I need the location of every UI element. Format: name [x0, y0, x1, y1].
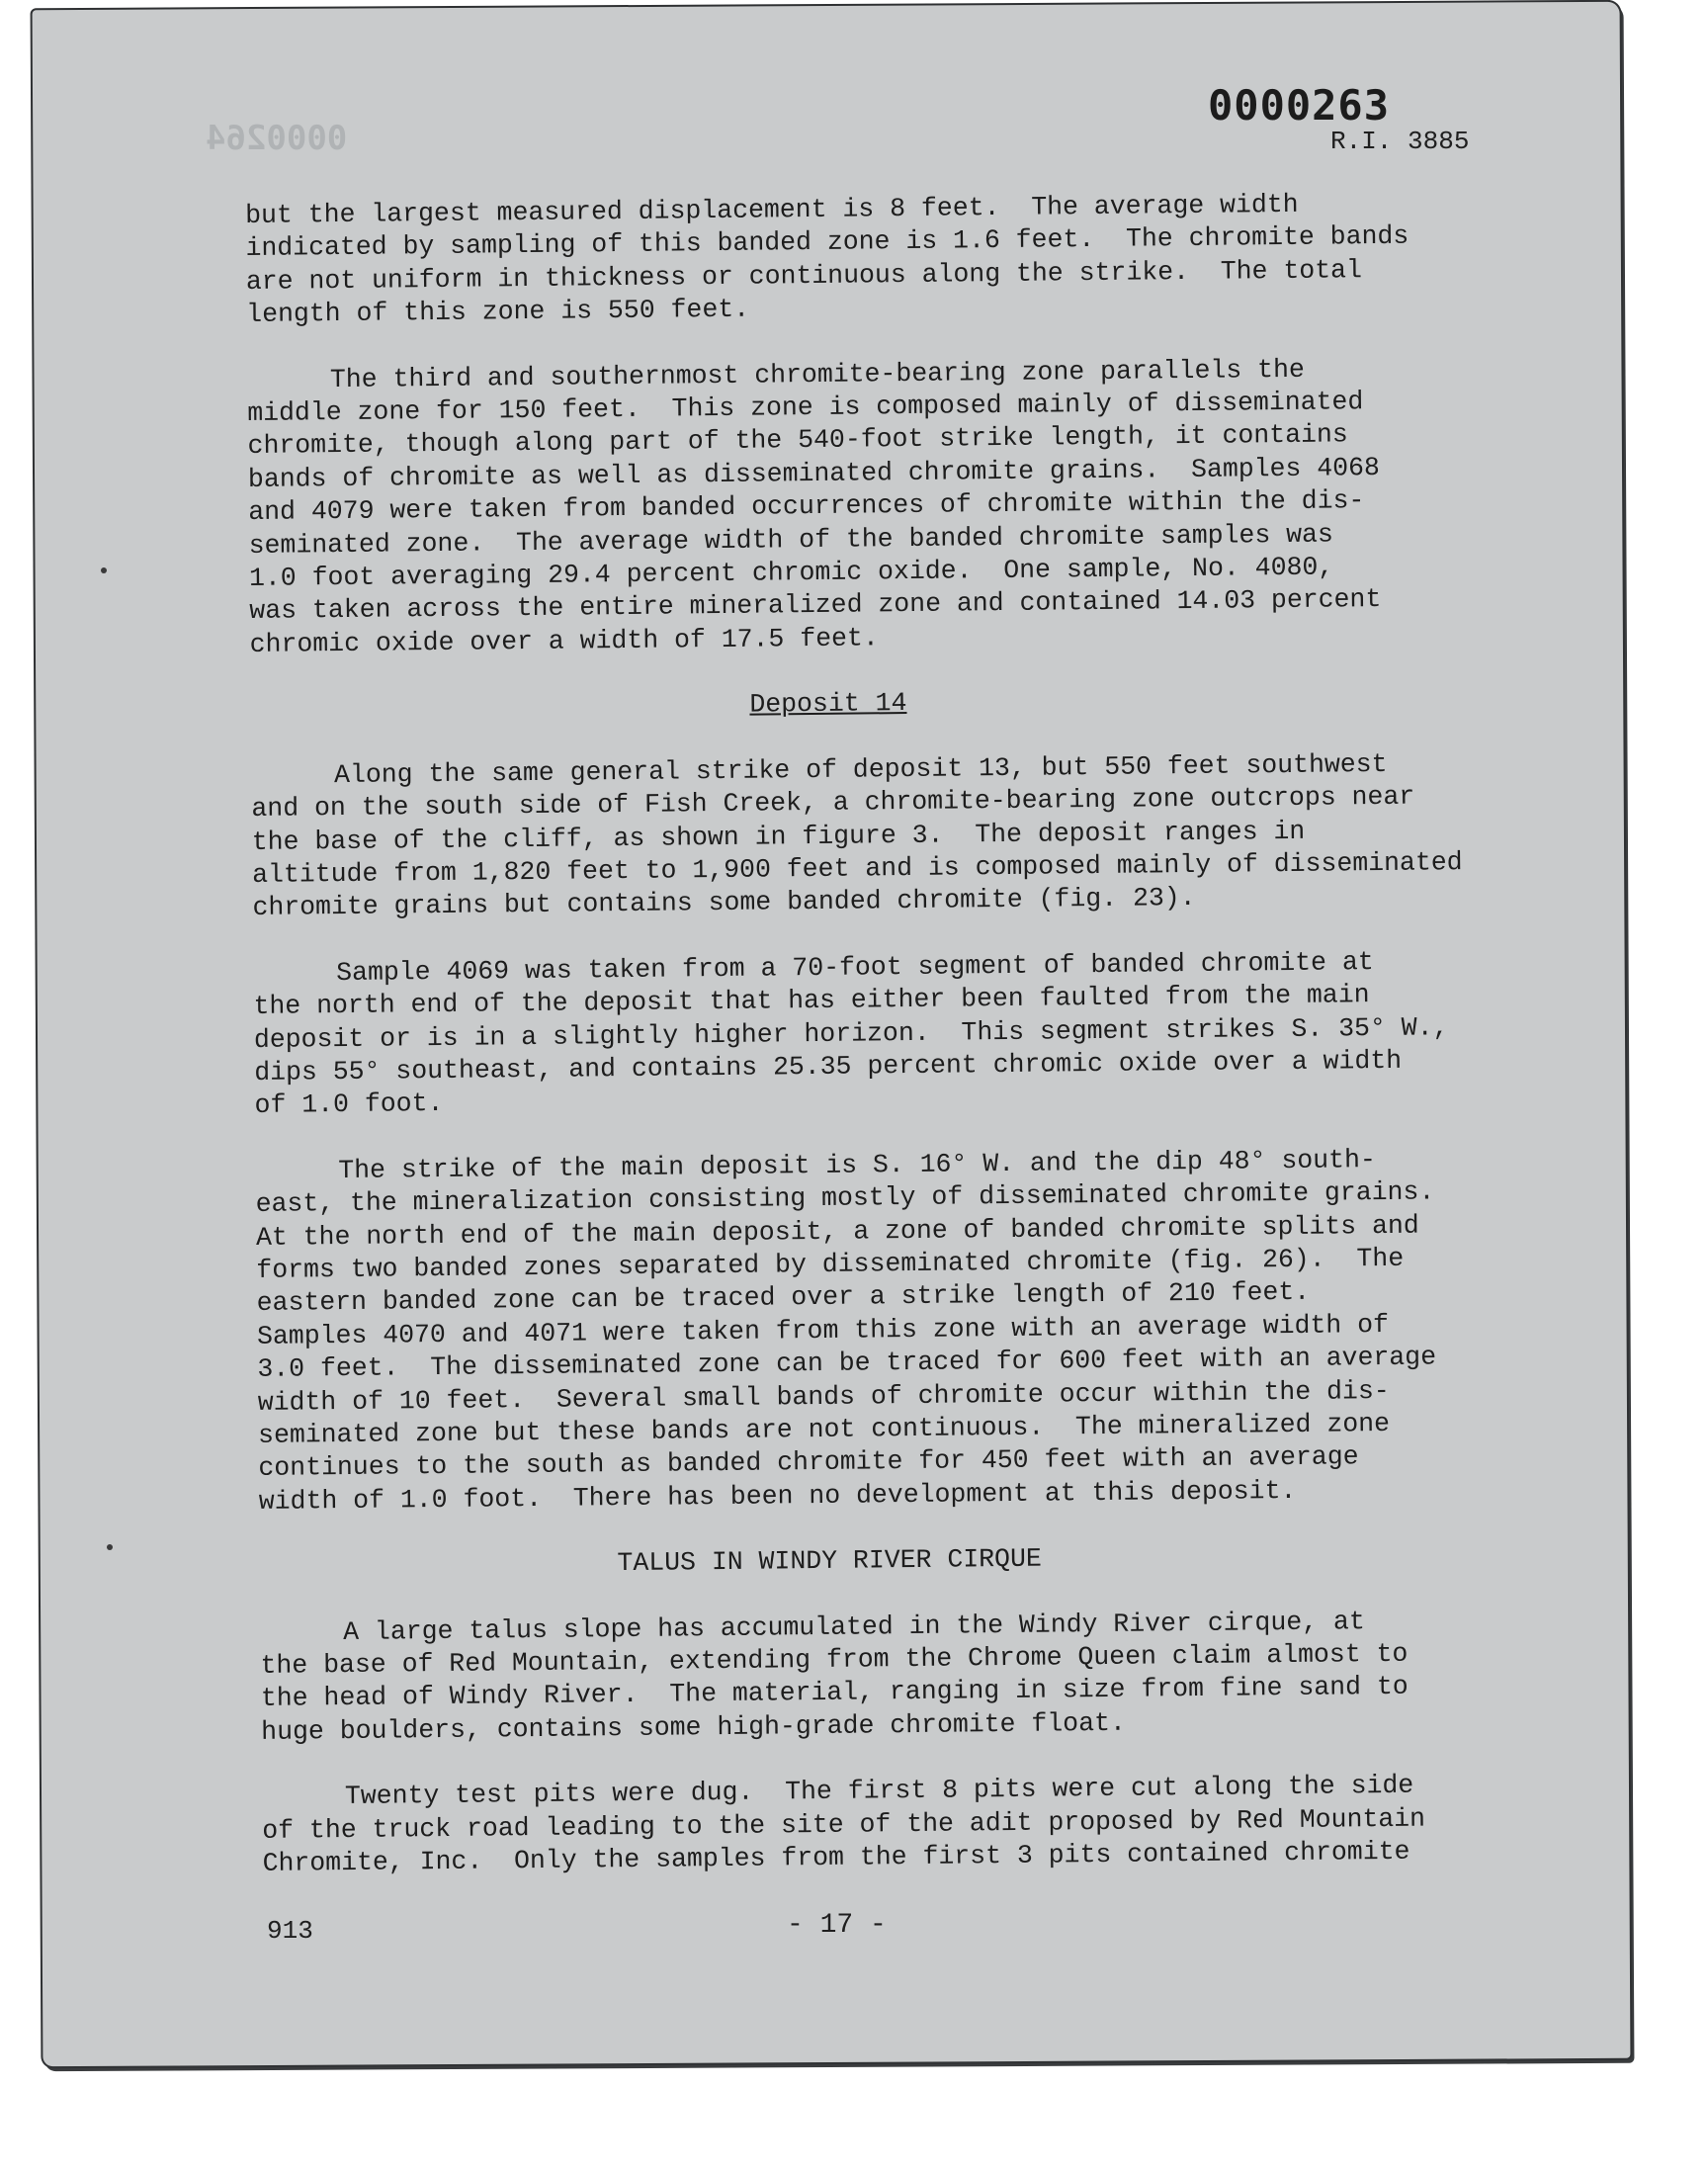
- text-line: east, the mineralization consisting mostly of disseminated chromite grains.: [255, 1176, 1435, 1220]
- text-line: length of this zone is 550 feet.: [246, 294, 750, 330]
- footer-code: 913: [267, 1916, 313, 1946]
- text-line: eastern banded zone can be traced over a strike length of 210 feet.: [256, 1277, 1311, 1319]
- text-line: the base of Red Mountain, extending from the Chrome Queen claim almost to: [260, 1638, 1409, 1681]
- text-line: and on the south side of Fish Creek, a chromite-bearing zone outcrops near: [251, 781, 1415, 825]
- text-line: was taken across the entire mineralized zone and contained 14.03 percent: [249, 584, 1382, 627]
- text-line: The strike of the main deposit is S. 16° W. and the dip 48° south-: [338, 1144, 1376, 1185]
- text-line: At the north end of the main deposit, a zone of banded chromite splits and: [255, 1210, 1419, 1253]
- scan-speck: [107, 1544, 113, 1550]
- document-id-stamp: 0000263: [1208, 81, 1391, 130]
- text-line: indicated by sampling of this banded zone is 1.6 feet. The chromite bands: [245, 221, 1409, 264]
- text-line: 3.0 feet. The disseminated zone can be traced for 600 feet with an average: [257, 1342, 1437, 1385]
- page-body: [245, 186, 1548, 1913]
- text-line: A large talus slope has accumulated in the Windy River cirque, at: [343, 1606, 1365, 1647]
- text-line: huge boulders, contains some high-grade chromite float.: [261, 1707, 1126, 1747]
- text-line: seminated zone. The average width of the banded chromite samples was: [248, 519, 1334, 561]
- text-line: but the largest measured displacement is 8 feet. The average width: [245, 189, 1299, 230]
- text-line: Samples 4070 and 4071 were taken from this zone with an average width of: [256, 1309, 1390, 1351]
- text-line: of the truck road leading to the site of the adit proposed by Red Mountain: [262, 1803, 1426, 1846]
- text-line: Chromite, Inc. Only the samples from the first 3 pits contained chromite: [262, 1836, 1410, 1878]
- text-line: bands of chromite as well as disseminated chromite grains. Samples 4068: [247, 452, 1381, 494]
- paragraph-1: [245, 186, 1531, 331]
- text-line: 1.0 foot averaging 29.4 percent chromic oxide. One sample, No. 4080,: [248, 552, 1334, 594]
- text-line: Twenty test pits were dug. The first 8 pits were cut along the side: [344, 1770, 1414, 1812]
- paragraph-3: [251, 746, 1538, 925]
- text-line: chromite grains but contains some banded chromite (fig. 23).: [252, 883, 1196, 923]
- paragraph-2: [247, 351, 1535, 661]
- bleed-through-mark: 0000264: [206, 119, 348, 158]
- section-heading-deposit-14: Deposit 14: [749, 688, 907, 720]
- text-line: of 1.0 foot.: [254, 1088, 444, 1121]
- report-number: R.I. 3885: [1330, 127, 1470, 156]
- section-heading-talus: TALUS IN WINDY RIVER CIRQUE: [617, 1543, 1042, 1579]
- text-line: the north end of the deposit that has either been faulted from the main: [253, 980, 1370, 1022]
- text-line: and 4079 were taken from banded occurrences of chromite within the dis-: [248, 485, 1365, 528]
- text-line: the base of the cliff, as shown in figure 3. The deposit ranges in: [251, 816, 1306, 857]
- paragraph-6: [260, 1604, 1546, 1749]
- text-line: Along the same general strike of deposit 13, but 550 feet southwest: [333, 748, 1388, 790]
- text-line: altitude from 1,820 feet to 1,900 feet and is composed mainly of disseminated: [251, 847, 1463, 890]
- page-number: - 17 -: [787, 1910, 887, 1941]
- text-line: dips 55° southeast, and contains 25.35 percent chromic oxide over a width: [254, 1045, 1403, 1088]
- text-line: The third and southernmost chromite-bearing zone parallels the: [329, 354, 1305, 394]
- text-line: width of 1.0 foot. There has been no development at this deposit.: [258, 1475, 1297, 1517]
- text-line: seminated zone but these bands are not continuous. The mineralized zone: [257, 1408, 1391, 1450]
- text-line: middle zone for 150 feet. This zone is composed mainly of disseminated: [247, 387, 1364, 429]
- text-line: Sample 4069 was taken from a 70-foot segment of banded chromite at: [336, 946, 1374, 988]
- text-line: are not uniform in thickness or continuous along the strike. The total: [245, 254, 1363, 297]
- paragraph-7: [262, 1769, 1548, 1881]
- paragraph-4: [253, 944, 1540, 1123]
- text-line: continues to the south as banded chromite for 450 feet with an average: [258, 1441, 1359, 1484]
- text-line: the head of Windy River. The material, ranging in size from fine sand to: [260, 1672, 1409, 1714]
- text-line: chromic oxide over a width of 17.5 feet.: [249, 623, 879, 659]
- scan-speck: [101, 567, 107, 573]
- text-line: deposit or is in a slightly higher horizon. This segment strikes S. 35° W.,: [253, 1011, 1449, 1055]
- paragraph-5: [255, 1142, 1544, 1519]
- text-line: width of 10 feet. Several small bands of chromite occur within the dis-: [257, 1375, 1390, 1418]
- text-line: forms two banded zones separated by disseminated chromite (fig. 26). The: [256, 1243, 1405, 1285]
- text-line: chromite, though along part of the 540-foot strike length, it contains: [247, 419, 1348, 462]
